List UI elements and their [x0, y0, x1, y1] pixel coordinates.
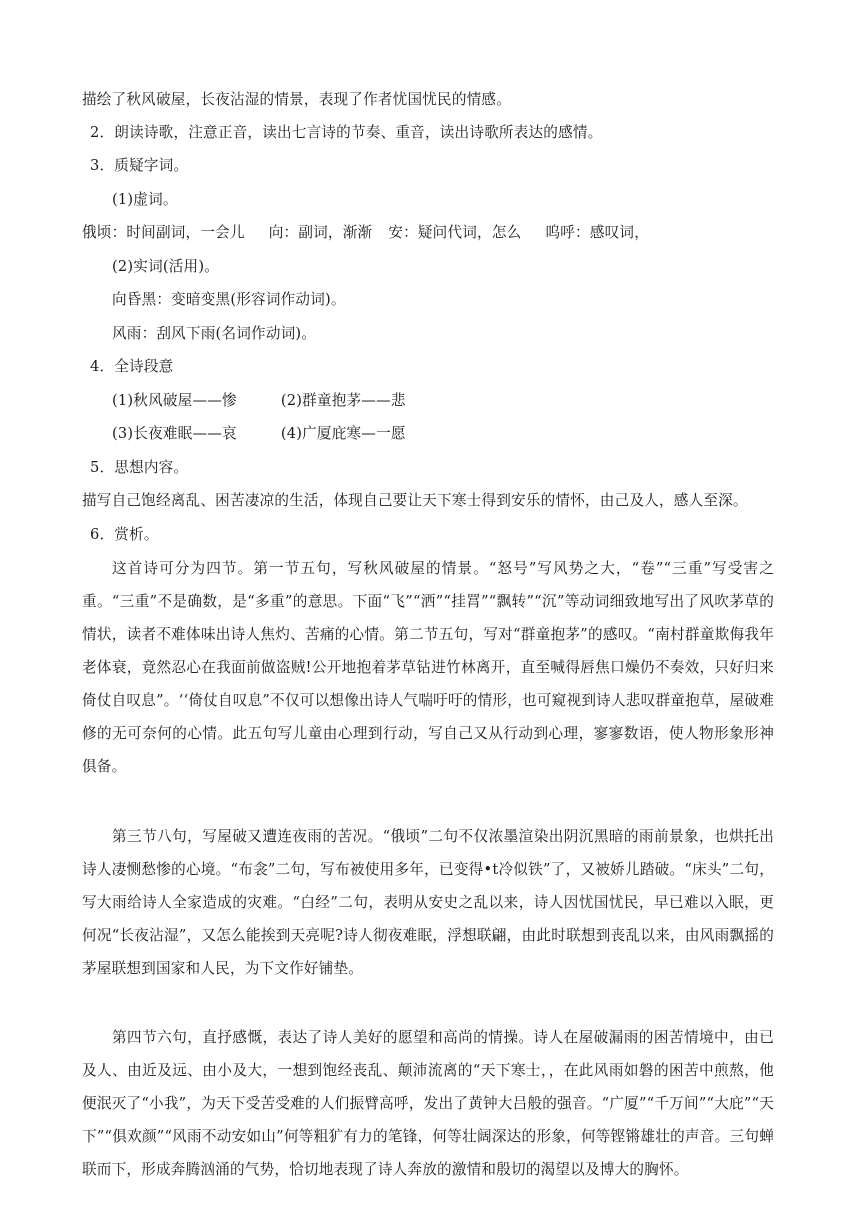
analysis-paragraph-1: 这首诗可分为四节。第一节五句，写秋风破屋的情景。“怒号”写风势之大，“卷”“三重”写受害之重。“三重”不是确数，是“多重”的意思。下面“飞”“洒”“挂罥”“飘转”“沉”等动词细致地写出了风吹茅草的情状，读者不难体味出诗人焦灼、苦痛的心情。第二节五句，写对“群童抱茅”的感叹。“南村群童欺侮我年老体衰，竟然忍心在我面前做盗贼!公开地抱着茅草钻进竹林离开，直至喊得唇焦口燥仍不奏效，只好归来倚仗自叹息”。‘‘倚仗自叹息”不仅可以想像出诗人气喘吁吁的情形，也可窥视到诗人悲叹群童抱草，屋破难修的无可奈何的心情。此五句写儿童由心理到行动，写自己又从行动到心理，寥寥数语，使人物形象形神俱备。 [82, 560, 774, 775]
item-2: 2．朗读诗歌，注意正音，读出七言诗的节奏、重音，读出诗歌所表达的感情。 [90, 124, 603, 141]
meaning-1: (1)秋风破屋——惨 [112, 392, 237, 409]
intro-line: 描绘了秋风破屋，长夜沾湿的情景，表现了作者忧国忧民的情感。 [82, 91, 512, 108]
meaning-2: (2)群童抱茅——悲 [280, 392, 406, 409]
analysis-paragraph-2: 第三节八句，写屋破又遭连夜雨的苦况。“俄顷”二句不仅浓墨渲染出阴沉黑暗的雨前景象，也烘托出诗人凄恻愁惨的心境。“布衾”二句，写布被使用多年，已变得•t冷似铁”了，又被娇儿踏破。“床头”二句，写大雨给诗人全家造成的灾难。“白经”二句，表明从安史之乱以来，诗人因忧国忧民，早已难以入眠，更何况“长夜沾湿”，又怎么能挨到天亮呢?诗人彻夜难眠，浮想联翩，由此时联想到丧乱以来，由风雨飘摇的茅屋联想到国家和人民，为下文作好铺垫。 [82, 828, 774, 977]
function-words-line [82, 223, 649, 243]
item-3: 3．质疑字词。 [90, 157, 189, 174]
meaning-4: (4)广厦庇寒—一愿 [280, 425, 406, 442]
function-word-1: 俄顷：时间副词，一会儿 [82, 224, 245, 241]
item-5: 5．思想内容。 [90, 459, 189, 476]
analysis-paragraph-3: 第四节六句，直抒感慨，表达了诗人美好的愿望和高尚的情操。诗人在屋破漏雨的困苦情境中，由已及人、由近及远、由小及大，一想到饱经丧乱、颠沛流离的“天下寒士，，在此风雨如磐的困苦中煎熬，他便泯灭了“小我”，为天下受苦受难的人们振臂高呼，发出了黄钟大吕般的强音。“广厦”“千万间”“大庇”“天下”“俱欢颜”“风雨不动安如山”何等粗犷有力的笔锋，何等壮阔深达的形象，何等铿锵雄壮的声音。三句蝉联而下，形成奔腾汹涌的气势，恰切地表现了诗人奔放的激情和殷切的渴望以及博大的胸怀。 [82, 1029, 774, 1178]
function-word-2: 向：副词，渐渐 [268, 224, 373, 241]
item-6: 6．赏析。 [90, 526, 159, 543]
content-word-1: 向昏黑：变暗变黑(形容词作动词)。 [112, 291, 346, 308]
item-4: 4．全诗段意 [90, 358, 174, 375]
meaning-3: (3)长夜难眠——哀 [112, 425, 237, 442]
sub-item-content-words: (2)实词(活用)。 [112, 258, 220, 275]
content-word-2: 风雨：刮风下雨(名词作动词)。 [112, 325, 317, 342]
meanings-row-1 [112, 391, 406, 411]
sub-item-function-words: (1)虚词。 [112, 191, 178, 208]
thought-content: 描写自己饱经离乱、困苦凄凉的生活，体现自己要让天下寒士得到安乐的情怀，由己及人，感人至深。 [82, 492, 748, 509]
function-word-3: 安：疑问代词，怎么 [388, 224, 522, 241]
function-word-4: 呜呼：感叹词， [545, 224, 650, 241]
meanings-row-2 [112, 424, 406, 444]
